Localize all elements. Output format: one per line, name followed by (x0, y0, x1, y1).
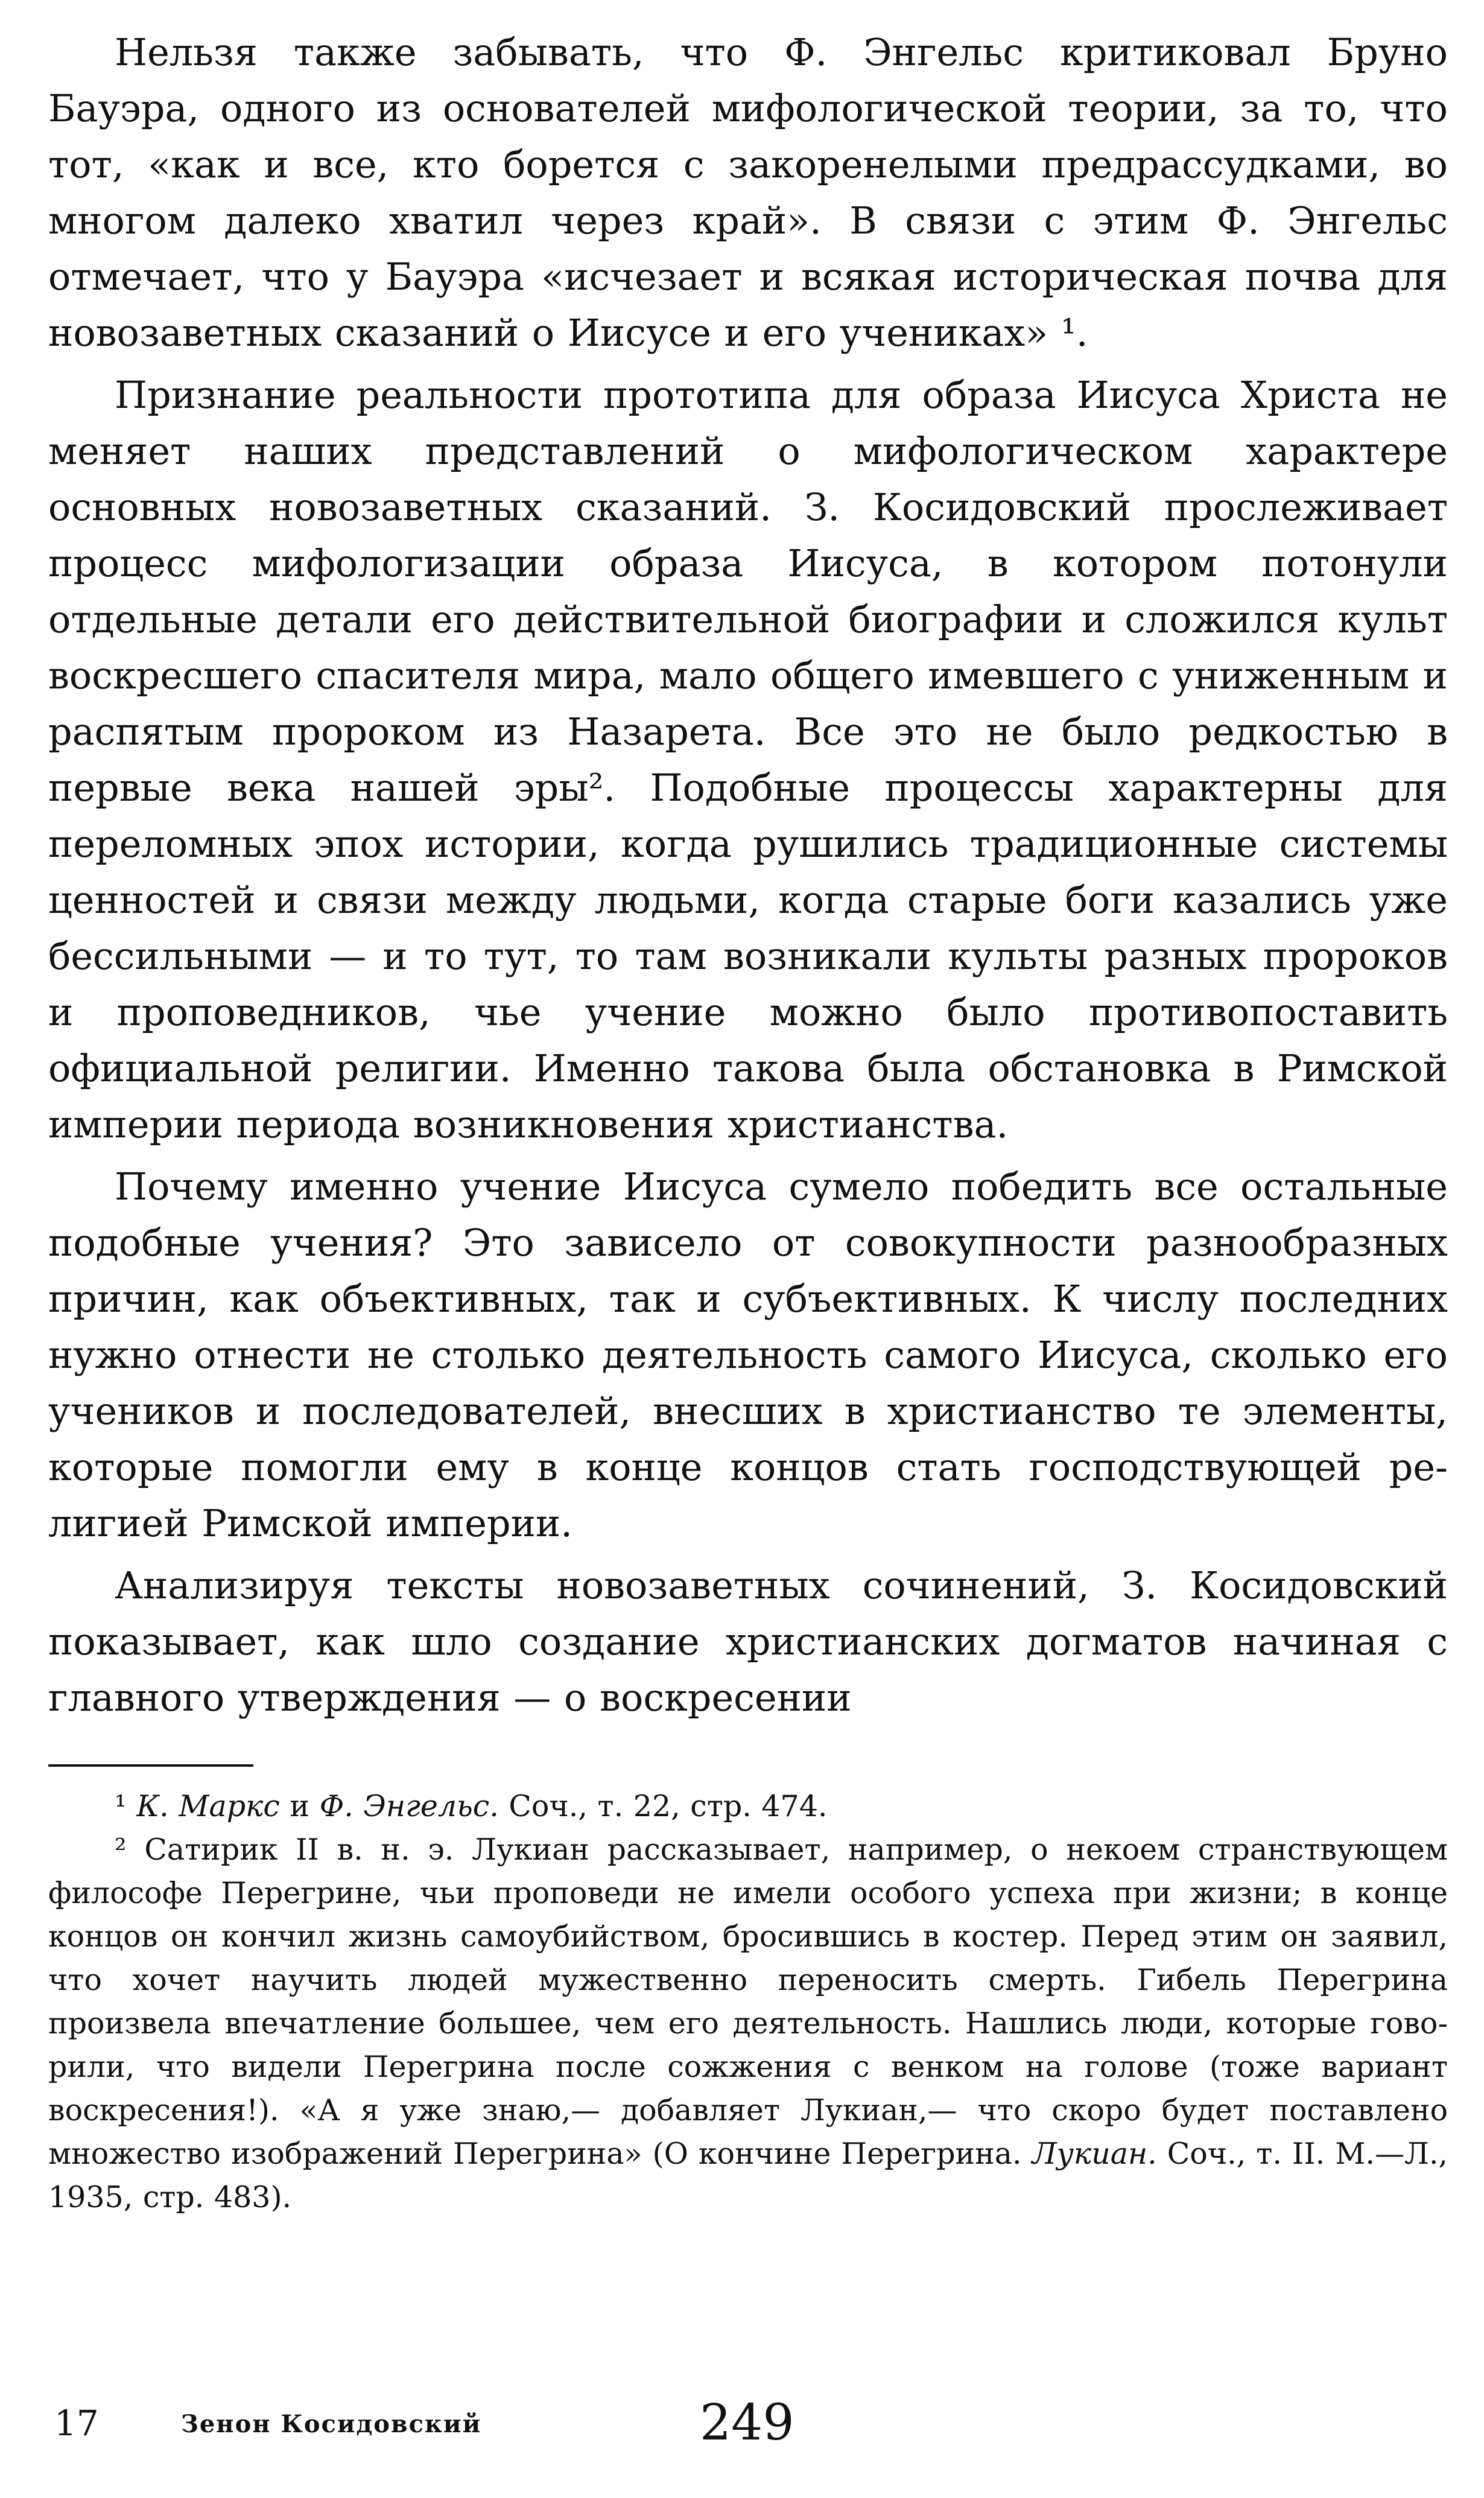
paragraph-3: Почему именно учение Иисуса сумело победить все остальные подобные учения? Это зависело от совокупности разнообразных причин, как объективных, так и субъективных. К числу последних нужно отнести не столько деятельность самого Иисуса, сколько его учеников и последователей, внесших в христианство те элементы, которые помогли ему в конце концов стать господствующей религией Римской империи. (48, 1165, 1448, 1545)
footnote-2 (48, 1828, 1448, 2219)
paragraph-1: Нельзя также забывать, что Ф. Энгельс критиковал Бруно Бауэра, одного из основателей мифологической теории, за то, что тот, «как и все, кто борется с закоренелыми предрассудками, во многом далеко хватил через край». В связи с этим Ф. Энгельс отмечает, что у Бауэра «исчезает и всякая историческая почва для новозаветных сказаний о Иисусе и его учениках» ¹. (48, 30, 1448, 355)
page-number: 249 (700, 2394, 794, 2452)
footnote-1-reference: Соч., т. 22, стр. 474. (498, 1789, 828, 1823)
signature-author-name: Зенон Косидовский (181, 2410, 482, 2438)
paragraph-4: Анализируя тексты новозаветных сочинений, З. Косидовский показывает, как шло создание христианских догматов начиная с главного утверждения — о воскресении (48, 1563, 1448, 1720)
signature-number: 17 (54, 2403, 99, 2444)
page-content (48, 24, 1448, 2219)
footnote-1-author-marx: К. Маркс (136, 1789, 280, 1823)
footnote-divider (48, 1764, 253, 1767)
footnote-2-reference: Соч., т. II. М.—Л., 1935, стр. 483). (48, 2137, 1448, 2214)
footnote-2-author: Лукиан. (1032, 2137, 1157, 2171)
footnote-1-author-engels: Ф. Энгельс. (319, 1789, 499, 1823)
footnote-2-marker: ² (115, 1832, 127, 1867)
footnote-1-conjunction: и (279, 1789, 320, 1823)
paragraph-2: Признание реальности прототипа для образа Иисуса Христа не меняет наших представлений о мифологическом характере основных новозаветных сказаний. З. Косидовский прослеживает процесс мифологизации образа Иисуса, в котором потонули отдельные детали его действительной биографии и сложился культ воскресшего спасителя мира, мало общего имевшего с униженным и распятым пророком из Назарета. Все это не было редкостью в первые века нашей эры². Подобные процессы характерны для переломных эпох истории, когда рушились традиционные системы ценностей и связи между людьми, когда старые боги казались уже бессильными — и то тут, то там возникали культы разных пророков и проповедников, чье учение можно было противопоставить официальной религии. Именно такова была обстановка в Римской империи периода возникновения христианства. (48, 373, 1448, 1146)
page-footer (48, 2389, 1448, 2462)
footnote-1 (48, 1785, 1448, 1828)
footnote-2-text: Сатирик II в. н. э. Лукиан рассказывает, например, о некоем странствующем философе Перегрине, чьи проповеди не имели особого успеха при жизни; в конце концов он кончил жизнь самоубийством, бросившись в костер. Перед этим он заявил, что хочет научить людей мужественно переносить смерть. Гибель Перегрина произвела впечатление большее, чем его деятельность. Нашлись люди, которые говорили, что видели Перегрина после сожжения с венком на голове (тоже вариант воскресения!). «А я уже знаю,— добавляет Лукиан,— что скоро будет поставлено множество изображений Перегрина» (О кончине Перегрина. (48, 1832, 1448, 2171)
footnote-1-marker: ¹ (115, 1789, 127, 1823)
